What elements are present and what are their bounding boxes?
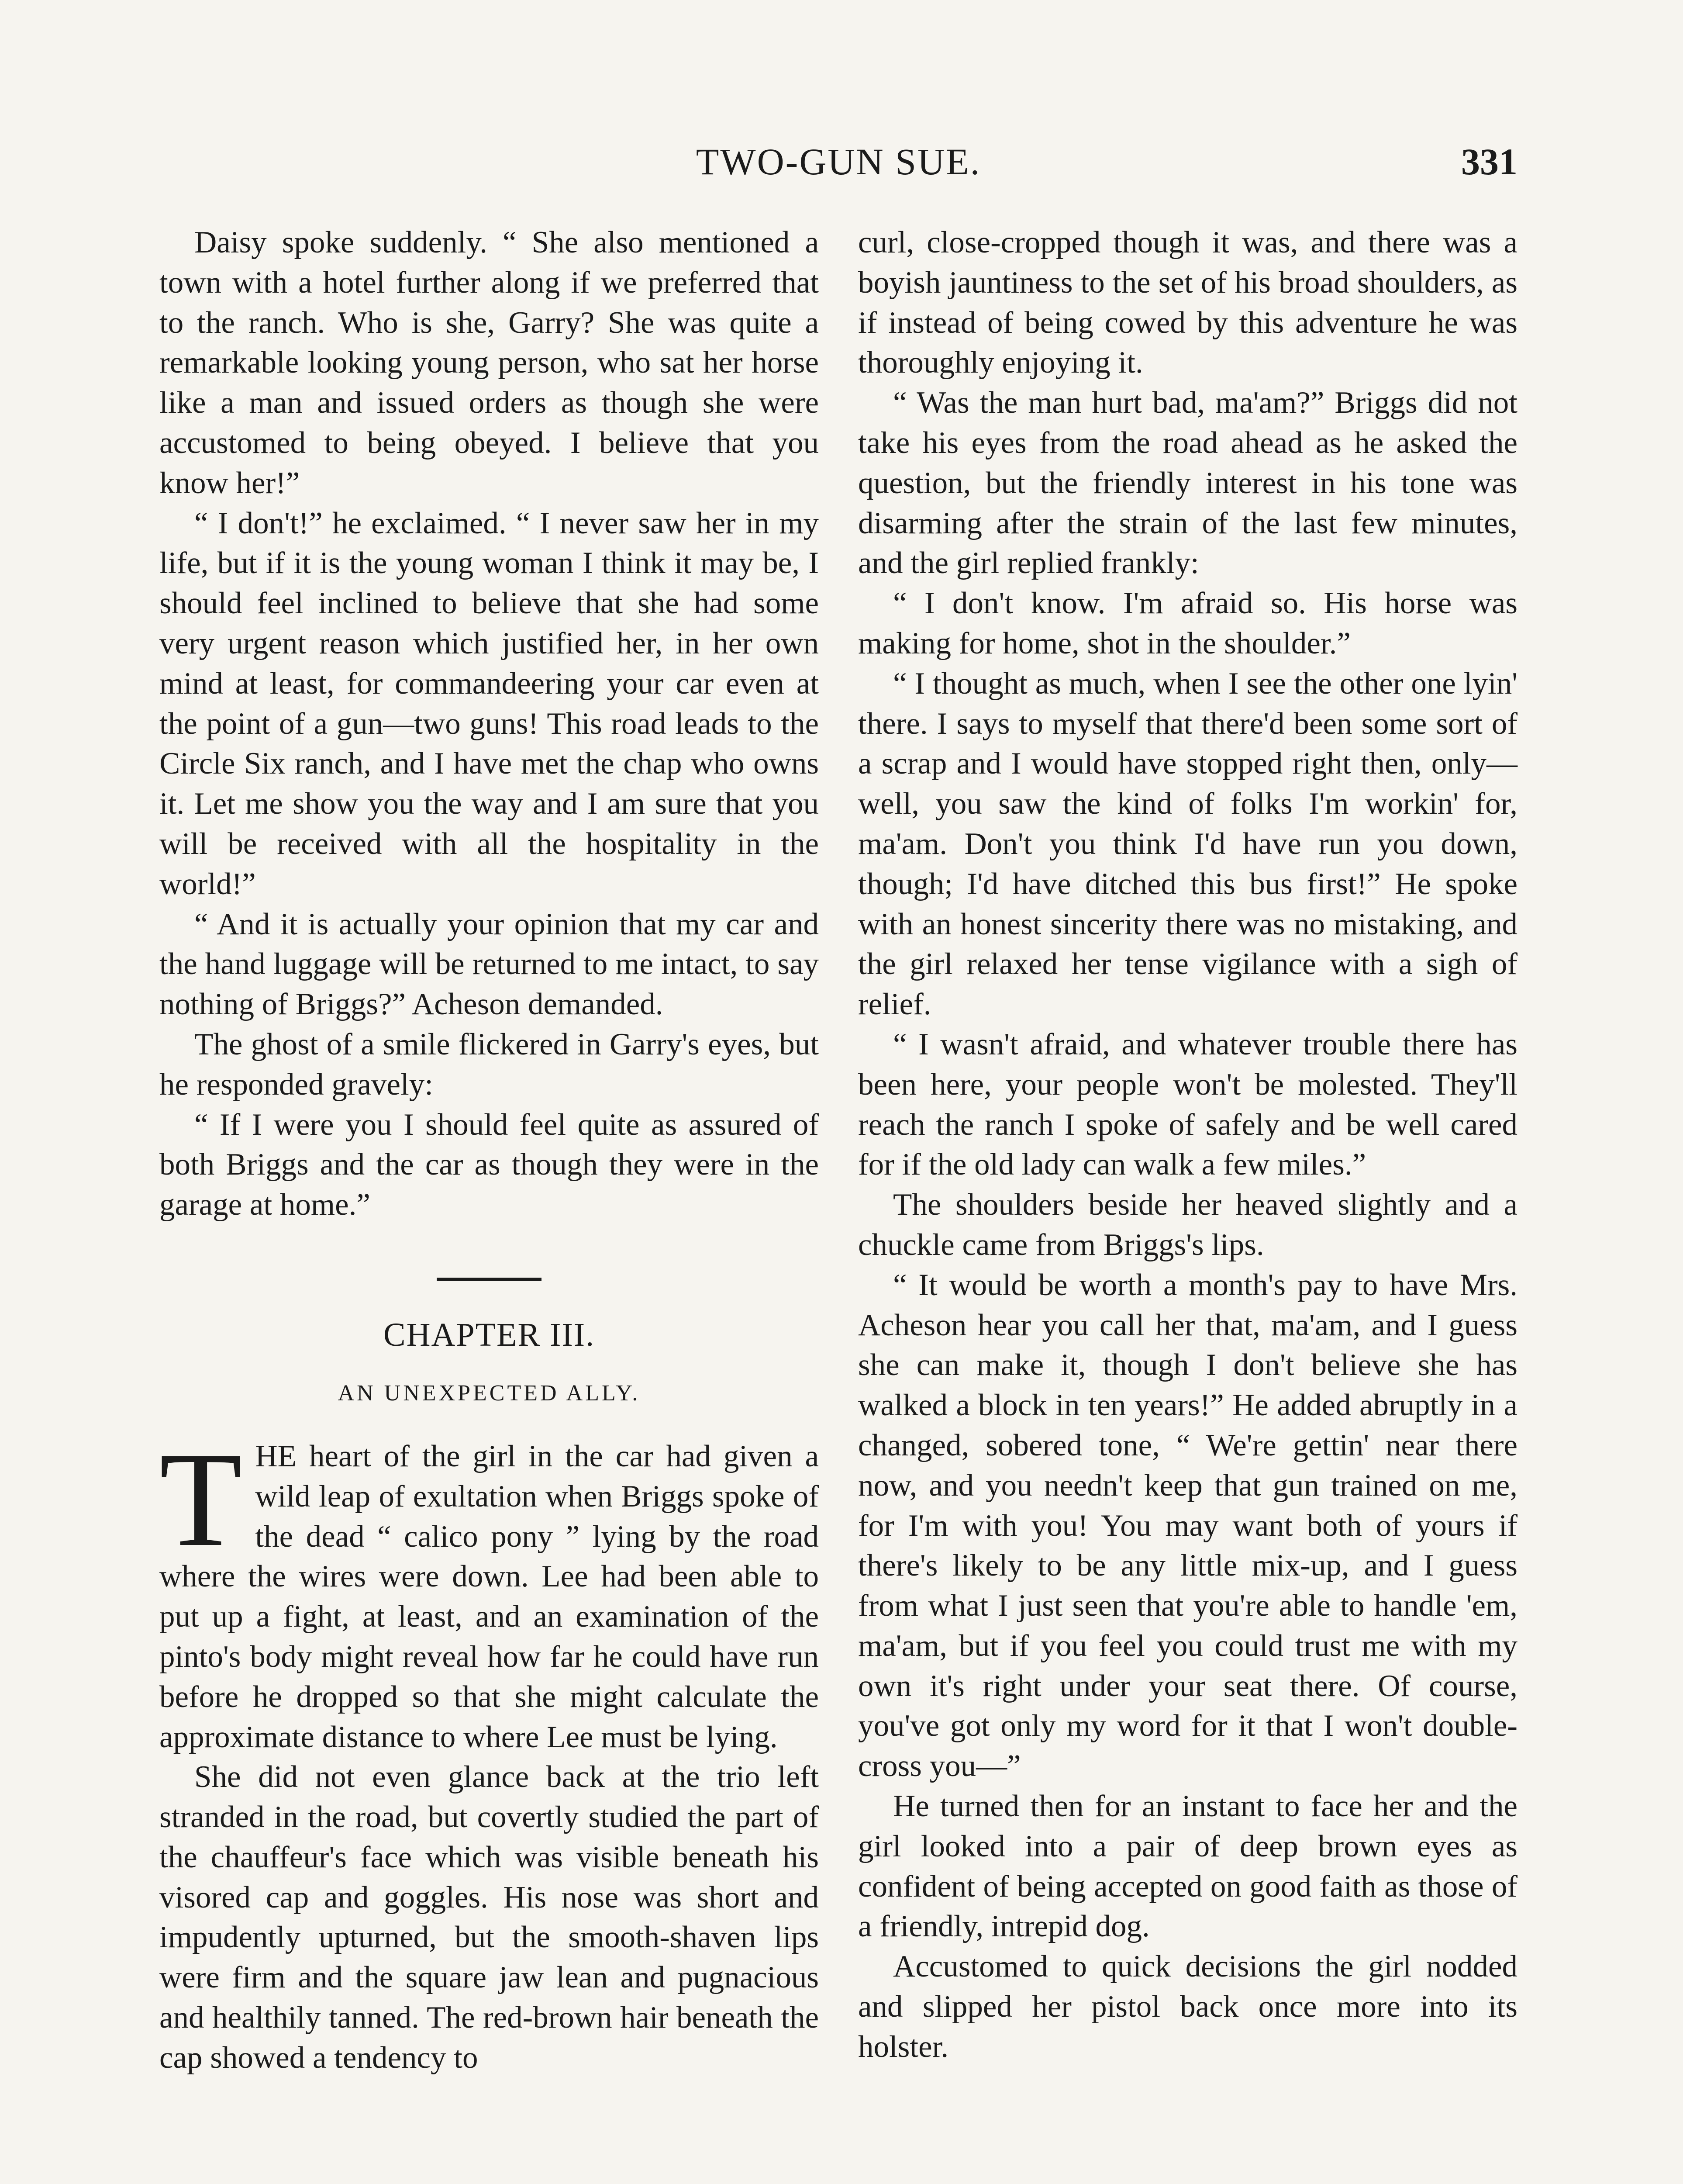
paragraph: He turned then for an instant to face her and the girl looked into a pair of deep brown eyes as confident of being accepted on good faith as those of a friendly, intrepid dog. — [858, 1789, 1517, 1944]
right-column — [858, 223, 1517, 2067]
paragraph: Daisy spoke suddenly. “ She also mentioned a town with a hotel further along if we preferred that to the ranch. Who is she, Garry? She was quite a remarkable looking young person, who sat her horse like a man and issued orders as though she were accustomed to being obeyed. I believe that you know her!” — [159, 225, 819, 500]
chapter-opening-paragraph — [159, 1424, 819, 1757]
paragraph: “ It would be worth a month's pay to have Mrs. Acheson hear you call her that, ma'am, and I guess she can make it, though I don't believe she has walked a block in ten years!” He added abruptly in a changed, sobered tone, “ We're gettin' near there now, and you needn't keep that gun trained on me, for I'm with you! You may want both of yours if there's likely to be any little mix-up, and I guess from what I just seen that you're able to handle 'em, ma'am, but if you feel you could trust me with my own it's right under your seat there. Of course, you've got only my word for it that I won't double-cross you—” — [858, 1268, 1517, 1783]
drop-cap: T — [159, 1424, 242, 1575]
paragraph: “ If I were you I should feel quite as assured of both Briggs and the car as though they were in the garage at home.” — [159, 1107, 819, 1222]
section-divider — [437, 1278, 541, 1281]
paragraph-text: HE heart of the girl in the car had given a wild leap of exultation when Briggs spoke of the dead “ calico pony ” lying by the road where the wires were down. Lee had been able to put up a fight, at least, and an examination of the pinto's body might reveal how far he could have run before he dropped so that she might calculate the approximate distance to where Lee must be lying. — [159, 1439, 819, 1754]
running-title: TWO-GUN SUE. — [696, 141, 981, 183]
paragraph: She did not even glance back at the trio left stranded in the road, but covertly studied the part of the chauffeur's face which was visible beneath his visored cap and goggles. His nose was short and impudently upturned, but the smooth-shaven lips were firm and the square jaw lean and pugnacious and healthily tanned. The red-brown hair beneath the cap showed a tendency to — [159, 1760, 819, 2075]
paragraph: Accustomed to quick decisions the girl nodded and slipped her pistol back once more into its holster. — [858, 1949, 1517, 2064]
paragraph: “ And it is actually your opinion that my car and the hand luggage will be returned to me intact, to say nothing of Briggs?” Acheson demanded. — [159, 907, 819, 1022]
paragraph: The ghost of a smile flickered in Garry's eyes, but he responded gravely: — [159, 1027, 819, 1102]
paragraph: “ I wasn't afraid, and whatever trouble there has been here, your people won't be molested. They'll reach the ranch I spoke of safely and be well cared for if the old lady can walk a few miles.” — [858, 1027, 1517, 1182]
page-number: 331 — [1461, 141, 1517, 183]
chapter-subtitle: AN UNEXPECTED ALLY. — [338, 1380, 641, 1406]
chapter-heading: CHAPTER III. — [383, 1316, 595, 1353]
page-header — [159, 140, 1517, 201]
paragraph: The shoulders beside her heaved slightly and a chuckle came from Briggs's lips. — [858, 1188, 1517, 1262]
paragraph: curl, close-cropped though it was, and there was a boyish jauntiness to the set of his broad shoulders, as if instead of being cowed by this adventure he was thoroughly enjoying it. — [858, 225, 1517, 380]
paragraph: “ I thought as much, when I see the other one lyin' there. I says to myself that there'd been some sort of a scrap and I would have stopped right then, only—well, you saw the kind of folks I'm workin' for, ma'am. Don't you think I'd have run you down, though; I'd have ditched this bus first!” He spoke with an honest sincerity there was no mistaking, and the girl relaxed her tense vigilance with a sigh of relief. — [858, 666, 1517, 1022]
paragraph: “ I don't!” he exclaimed. “ I never saw her in my life, but if it is the young woman I think it may be, I should feel inclined to believe that she had some very urgent reason which justified her, in her own mind at least, for commandeering your car even at the point of a gun—two guns! This road leads to the Circle Six ranch, and I have met the chap who owns it. Let me show you the way and I am sure that you will be received with all the hospitality in the world!” — [159, 506, 819, 901]
paragraph: “ Was the man hurt bad, ma'am?” Briggs did not take his eyes from the road ahead as he asked the question, but the friendly interest in his tone was disarming after the strain of the last few minutes, and the girl replied frankly: — [858, 386, 1517, 581]
paragraph: “ I don't know. I'm afraid so. His horse was making for home, shot in the shoulder.” — [858, 586, 1517, 660]
left-column — [159, 223, 819, 2078]
